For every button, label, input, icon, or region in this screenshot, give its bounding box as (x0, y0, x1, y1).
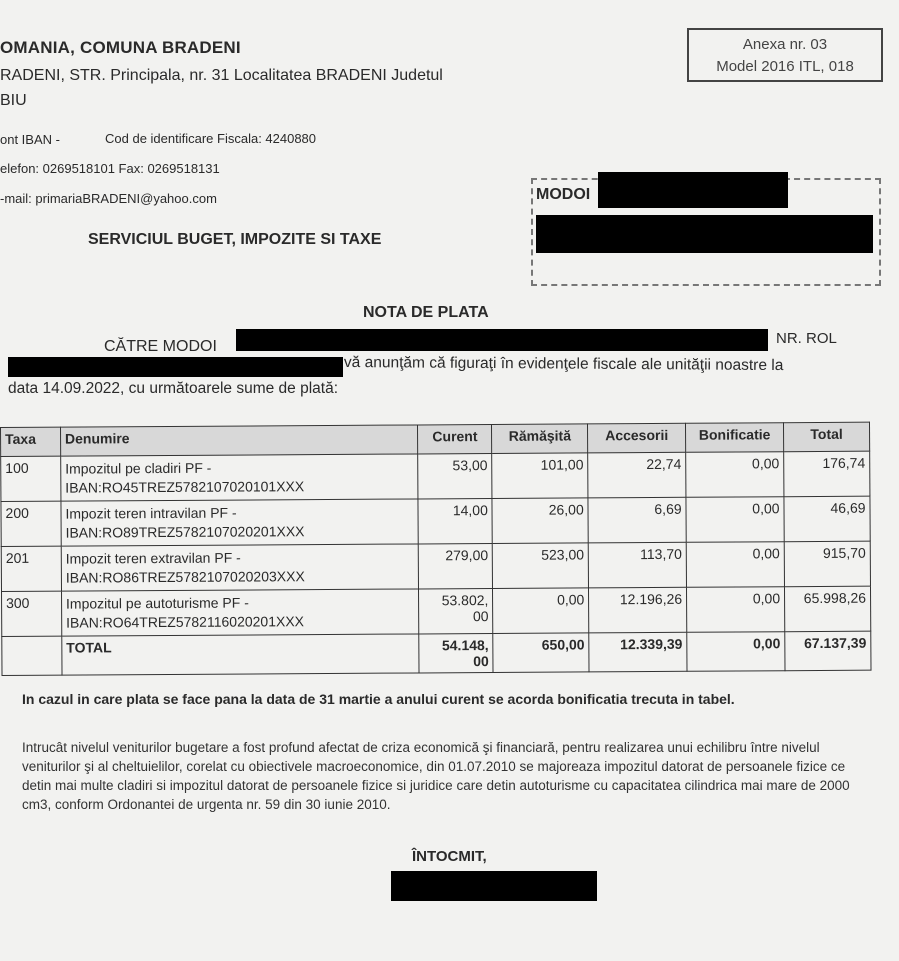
bonus-note: In cazul in care plata se face pana la data de 31 martie a anului curent se acorda bonificatia trecuta in tabel. (22, 691, 735, 707)
cell-denumire (61, 499, 419, 546)
tax-name: Impozitul pe autoturisme PF - (65, 594, 249, 612)
cell-bonificatie: 0,00 (686, 452, 784, 498)
cell-taxa: 300 (2, 591, 62, 636)
cell-bonificatie: 0,00 (687, 587, 785, 633)
tax-iban: IBAN:RO45TREZ5782107020101XXX (65, 478, 305, 496)
curent-value-cont: 00 (472, 608, 489, 625)
cell-curent (419, 588, 493, 633)
cell-denumire (61, 589, 419, 636)
redacted-recipient-inline (236, 329, 768, 351)
col-header-taxa: Taxa (1, 427, 61, 456)
tax-name: Impozitul pe cladiri PF - (65, 459, 212, 477)
table-row (1, 451, 870, 501)
col-header-accesorii: Accesorii (588, 423, 686, 453)
cell-ramasita: 26,00 (492, 498, 588, 544)
tax-name: Impozit teren intravilan PF - (65, 504, 237, 522)
cell-ramasita: 523,00 (493, 543, 589, 589)
phone-fax: elefon: 0269518101 Fax: 0269518131 (0, 161, 220, 176)
cell-accesorii: 22,74 (588, 452, 686, 498)
redacted-recipient-address (536, 215, 873, 253)
annex-number: Anexa nr. 03 (742, 36, 828, 53)
cell-curent (418, 453, 492, 498)
recipient-name-prefix: MODOI (536, 186, 591, 203)
cell-curent (418, 498, 492, 543)
legal-note: Intrucât nivelul veniturilor bugetare a fost profund afectat de criza economică şi financiară, pentru realizarea unui echilibru între nivelul veniturilor şi al cheltuielilor, corelat cu obiectivele macroeconomice, din 01.07.2010 se majoreaza impozitul datorat de persoanele fizice ce detin mai multe cladiri si impozitul datorat de persoanele fizice si juridice care detin autoturisme cu capacitatea cilindrica mai mare de 2000 cm3, conform Ordonantei de urgenta nr. 59 din 30 iunie 2010. (22, 740, 850, 812)
cell-ramasita: 0,00 (493, 588, 589, 634)
tax-iban: IBAN:RO86TREZ5782107020203XXX (65, 568, 305, 586)
cell-total: 46,69 (784, 496, 870, 542)
cell-taxa: 200 (1, 501, 61, 546)
table-row (2, 586, 871, 636)
cell-taxa-empty (2, 636, 62, 675)
curent-value: 53,00 (452, 457, 488, 474)
tax-name: Impozit teren extravilan PF - (65, 549, 241, 567)
redacted-signature (391, 871, 597, 901)
total-curent-value: 54.148, (441, 637, 489, 654)
col-header-total: Total (784, 422, 870, 452)
email: -mail: primariaBRADENI@yahoo.com (0, 191, 217, 206)
cell-total: 915,70 (784, 541, 870, 587)
table-row (1, 541, 870, 591)
intro-text: vă anunţăm că figuraţi în evidenţele fiscale ale unităţii noastre la (343, 354, 784, 375)
total-accesorii: 12.339,39 (589, 632, 687, 672)
col-header-ramasita: Rămăşită (492, 424, 588, 454)
department-title: SERVICIUL BUGET, IMPOZITE SI TAXE (88, 231, 382, 248)
annex-box (687, 28, 883, 82)
cell-accesorii: 12.196,26 (589, 587, 687, 633)
annex-model: Model 2016 ITL, 018 (716, 58, 854, 75)
institution-name: OMANIA, COMUNA BRADENI (0, 38, 241, 57)
cell-accesorii: 113,70 (588, 542, 686, 588)
tax-iban: IBAN:RO89TREZ5782107020201XXX (65, 523, 305, 541)
cell-accesorii: 6,69 (588, 497, 686, 543)
total-label: TOTAL (62, 634, 420, 675)
cell-denumire (61, 454, 419, 501)
institution-address: RADENI, STR. Principala, nr. 31 Localitatea BRADENI Judetul (0, 67, 443, 84)
curent-value: 53.802, (441, 592, 489, 609)
total-total: 67.137,39 (785, 631, 871, 671)
intro-date-line: data 14.09.2022, cu următoarele sume de plată: (8, 380, 339, 397)
cell-bonificatie: 0,00 (686, 542, 784, 588)
total-bonificatie: 0,00 (687, 632, 785, 672)
redacted-recipient-name (598, 172, 788, 208)
intocmit-label: ÎNTOCMIT, (412, 848, 487, 865)
col-header-curent: Curent (418, 424, 492, 453)
curent-value: 279,00 (445, 547, 489, 564)
redacted-rol-number (8, 357, 343, 377)
total-curent-value-cont: 00 (473, 653, 489, 670)
fiscal-code: Cod de identificare Fiscala: 4240880 (105, 131, 317, 146)
institution-address-county: BIU (0, 92, 27, 109)
table-total-row (2, 631, 871, 675)
col-header-bonificatie: Bonificatie (686, 423, 784, 453)
tax-table (0, 422, 872, 676)
total-ramasita: 650,00 (493, 633, 589, 673)
catre-label: CĂTRE MODOI (104, 338, 217, 355)
col-header-denumire: Denumire (60, 425, 418, 456)
cell-denumire (61, 544, 419, 591)
cell-bonificatie: 0,00 (686, 497, 784, 543)
cell-taxa: 100 (1, 456, 61, 501)
table-row (1, 496, 870, 546)
cell-total: 176,74 (784, 451, 870, 497)
document-title: NOTA DE PLATA (363, 304, 489, 321)
cell-ramasita: 101,00 (492, 453, 588, 499)
iban-label: ont IBAN - (0, 132, 60, 147)
total-curent (419, 633, 493, 672)
cell-total: 65.998,26 (785, 586, 871, 632)
cell-taxa: 201 (1, 546, 61, 591)
nr-rol-label: NR. ROL (776, 330, 837, 347)
cell-curent (419, 543, 493, 588)
curent-value: 14,00 (452, 502, 488, 519)
tax-iban: IBAN:RO64TREZ5782116020201XXX (66, 613, 305, 631)
